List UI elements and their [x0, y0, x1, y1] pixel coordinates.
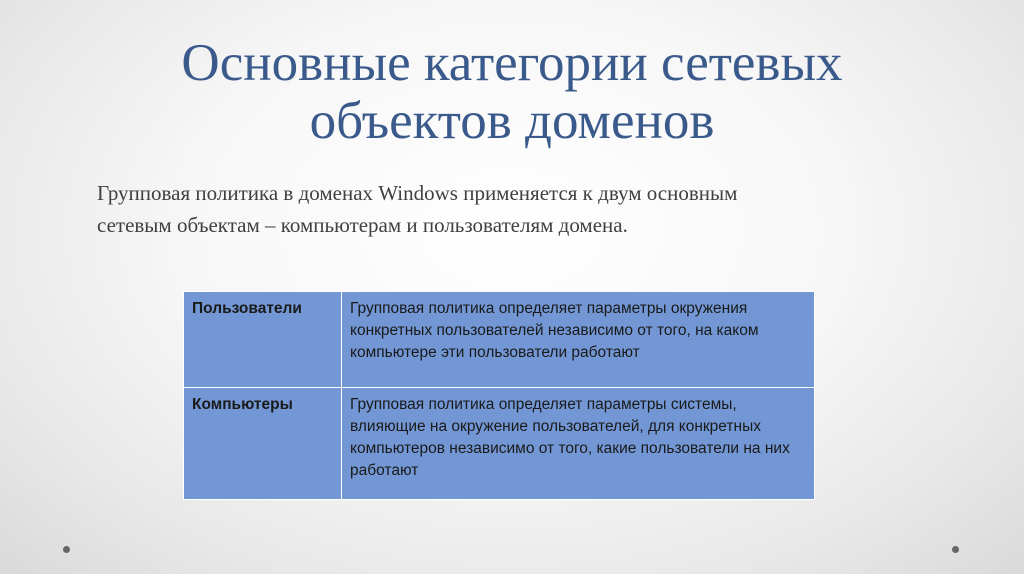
slide-title-line-1: Основные категории сетевых [181, 34, 843, 92]
intro-paragraph [97, 177, 897, 241]
description-cell-computers: Групповая политика определяет параметры системы, влияющие на окружение пользователей, для конкретных компьютеров независимо от того, какие пользователи на них работают [342, 388, 815, 500]
table-row-users [184, 292, 815, 388]
decorative-dot-left [63, 546, 70, 553]
decorative-dot-right [952, 546, 959, 553]
table-row-computers [184, 388, 815, 500]
slide-title [0, 34, 1024, 150]
category-cell-users: Пользователи [184, 292, 342, 388]
intro-line-1: Групповая политика в доменах Windows применяется к двум основным [97, 181, 738, 205]
intro-line-2: сетевым объектам – компьютерам и пользователям домена. [97, 213, 628, 237]
category-cell-computers: Компьютеры [184, 388, 342, 500]
slide-title-line-2: объектов доменов [309, 92, 715, 150]
categories-table [183, 291, 815, 500]
description-cell-users: Групповая политика определяет параметры окружения конкретных пользователей независимо от того, на каком компьютере эти пользователи работают [342, 292, 815, 388]
